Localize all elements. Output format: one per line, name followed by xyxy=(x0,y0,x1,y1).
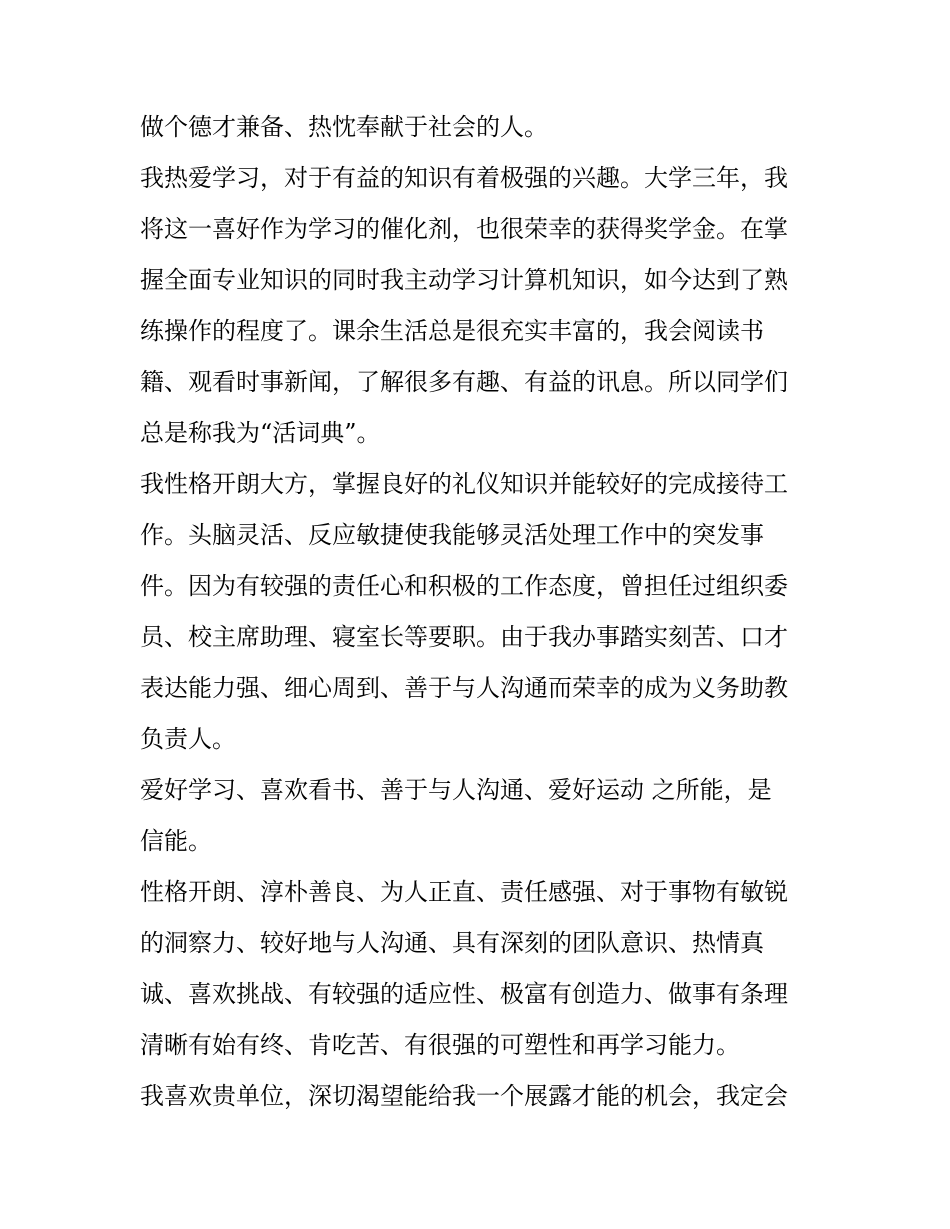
text-line: 籍、观看时事新闻，了解很多有趣、有益的讯息。所以同学们 xyxy=(140,368,788,396)
text-line: 作。头脑灵活、反应敏捷使我能够灵活处理工作中的突发事 xyxy=(140,521,764,549)
text-line: 我性格开朗大方，掌握良好的礼仪知识并能较好的完成接待工 xyxy=(140,470,788,498)
text-line: 我热爱学习，对于有益的知识有着极强的兴趣。大学三年，我 xyxy=(140,164,788,192)
text-line: 件。因为有较强的责任心和积极的工作态度，曾担任过组织委 xyxy=(140,572,788,600)
text-line: 的洞察力、较好地与人沟通、具有深刻的团队意识、热情真 xyxy=(140,929,764,957)
text-line: 总是称我为“活词典”。 xyxy=(140,419,381,447)
text-line: 练操作的程度了。课余生活总是很充实丰富的，我会阅读书 xyxy=(140,317,764,345)
text-line: 信能。 xyxy=(140,827,212,855)
text-line: 员、校主席助理、寝室长等要职。由于我办事踏实刻苦、口才 xyxy=(140,623,788,651)
text-line: 我喜欢贵单位，深切渴望能给我一个展露才能的机会，我定会 xyxy=(140,1082,788,1110)
text-line: 爱好学习、喜欢看书、善于与人沟通、爱好运动 之所能，是 xyxy=(140,776,772,804)
text-line: 握全面专业知识的同时我主动学习计算机知识，如今达到了熟 xyxy=(140,266,788,294)
text-line: 诚、喜欢挑战、有较强的适应性、极富有创造力、做事有条理 xyxy=(140,980,788,1008)
text-line: 做个德才兼备、热忱奉献于社会的人。 xyxy=(140,113,548,141)
text-line: 清晰有始有终、肯吃苦、有很强的可塑性和再学习能力。 xyxy=(140,1031,740,1059)
text-line: 将这一喜好作为学习的催化剂，也很荣幸的获得奖学金。在掌 xyxy=(140,215,788,243)
document-body xyxy=(140,107,815,1116)
text-line: 表达能力强、细心周到、善于与人沟通而荣幸的成为义务助教 xyxy=(140,674,788,702)
text-line: 负责人。 xyxy=(140,725,236,753)
text-line: 性格开朗、淳朴善良、为人正直、责任感强、对于事物有敏锐 xyxy=(140,878,788,906)
